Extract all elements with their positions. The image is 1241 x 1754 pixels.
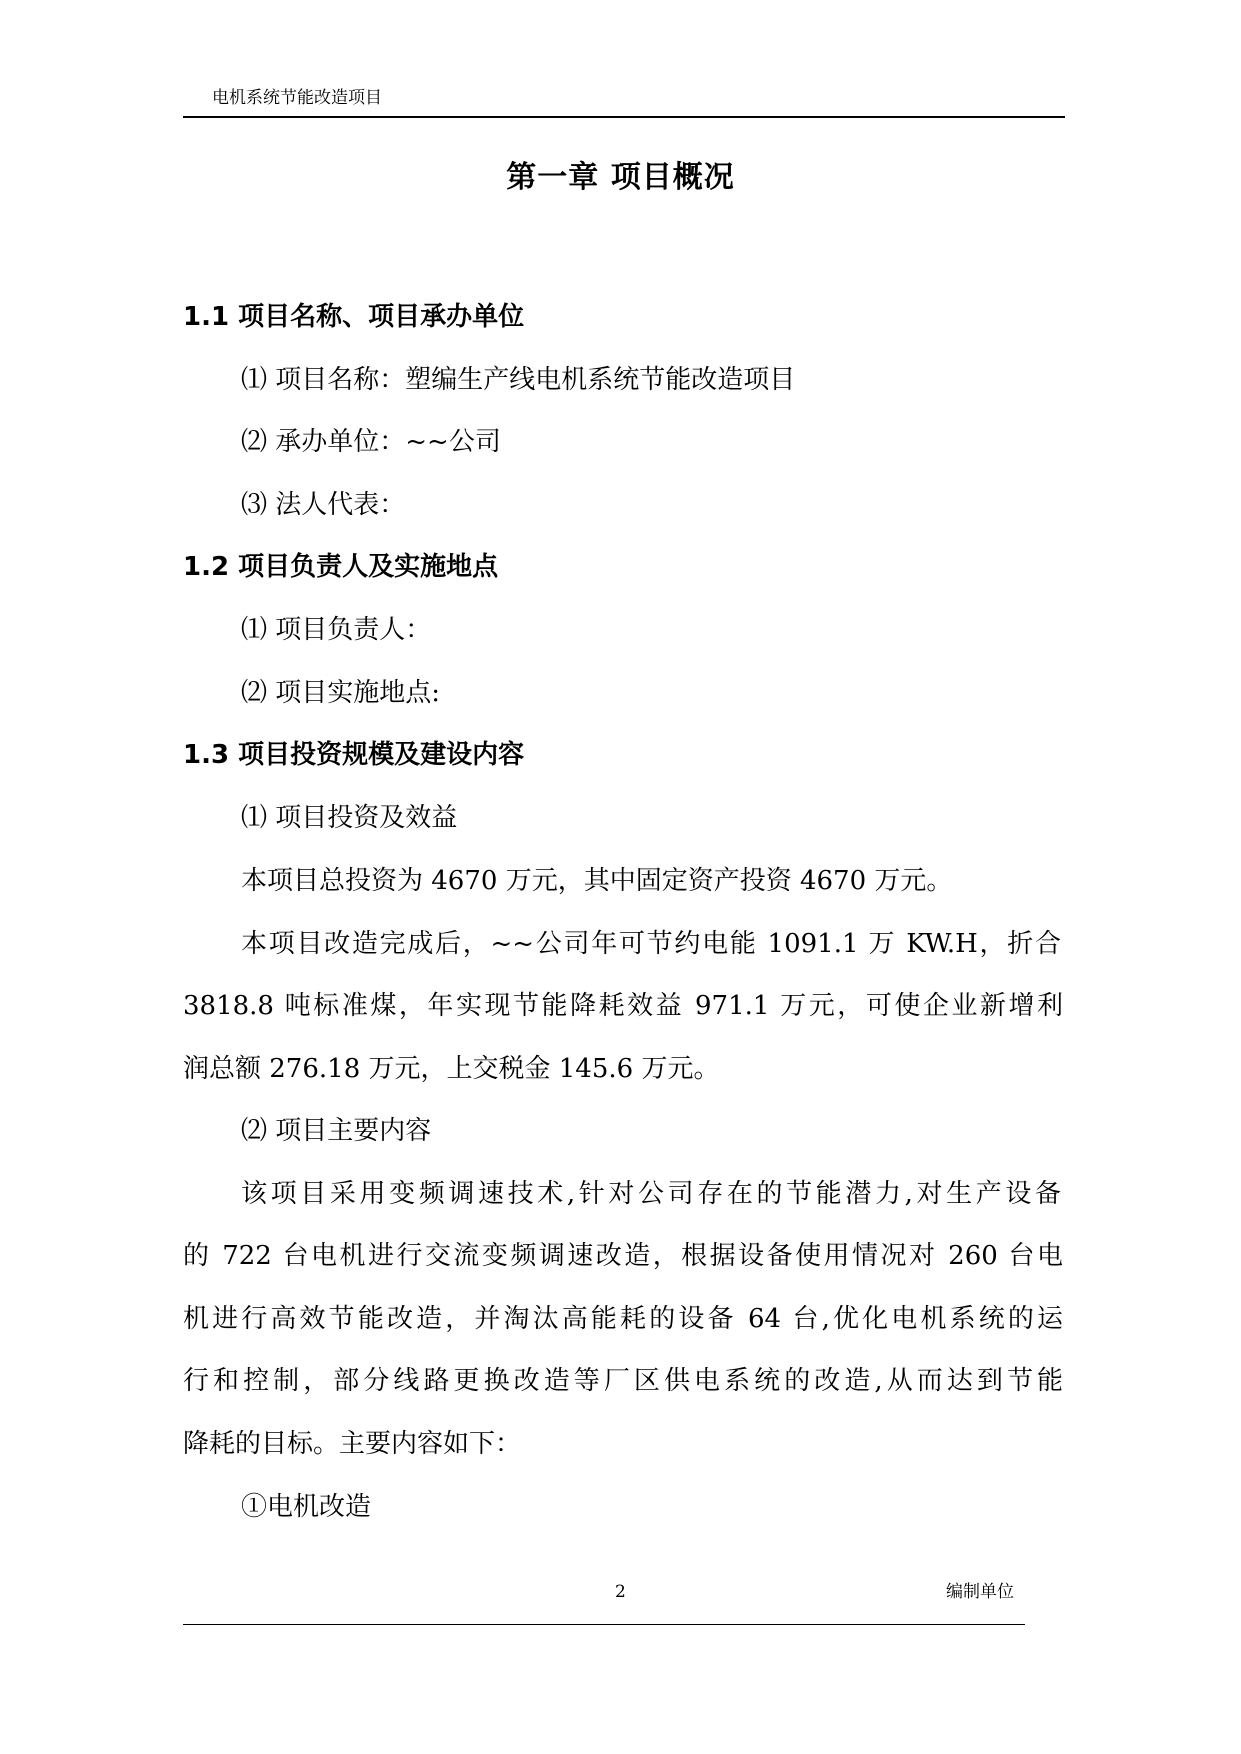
list-item-legal-rep: ⑶ 法人代表： (241, 490, 406, 520)
paragraph-content-line-3: 机进行高效节能改造，并淘汰高能耗的设备 64 台,优化电机系统的运 (183, 1304, 1063, 1334)
paragraph-content-line-2: 的 722 台电机进行交流变频调速改造，根据设备使用情况对 260 台电 (183, 1241, 1063, 1271)
paragraph-content-line-4: 行和控制，部分线路更换改造等厂区供电系统的改造,从而达到节能 (183, 1366, 1063, 1396)
section-heading-1-1: 1.1 项目名称、项目承办单位 (183, 302, 525, 332)
list-item-project-site: ⑵ 项目实施地点: (241, 678, 441, 708)
paragraph-benefit-line-1: 本项目改造完成后，~~公司年可节约电能 1091.1 万 KW.H，折合 (241, 929, 1061, 959)
footer-rule (183, 1624, 1025, 1625)
list-item-motor-retrofit: ①电机改造 (241, 1492, 372, 1522)
paragraph-benefit-line-3: 润总额 276.18 万元，上交税金 145.6 万元。 (183, 1054, 720, 1084)
chapter-title: 第一章 项目概况 (506, 160, 735, 195)
list-item-project-lead: ⑴ 项目负责人： (241, 615, 432, 645)
header-rule (183, 116, 1065, 118)
paragraph-content-line-1: 该项目采用变频调速技术,针对公司存在的节能潜力,对生产设备 (241, 1179, 1061, 1209)
running-header: 电机系统节能改造项目 (212, 88, 382, 108)
list-item-project-name: ⑴ 项目名称：塑编生产线电机系统节能改造项目 (241, 365, 796, 395)
paragraph-benefit-line-2: 3818.8 吨标准煤，年实现节能降耗效益 971.1 万元，可使企业新增利 (183, 991, 1063, 1021)
paragraph-investment: 本项目总投资为 4670 万元，其中固定资产投资 4670 万元。 (241, 866, 953, 896)
page-number: 2 (615, 1582, 626, 1602)
section-heading-1-3: 1.3 项目投资规模及建设内容 (183, 740, 525, 770)
subheading-main-content: ⑵ 项目主要内容 (241, 1116, 432, 1146)
paragraph-content-line-5: 降耗的目标。主要内容如下： (183, 1429, 522, 1459)
subheading-investment: ⑴ 项目投资及效益 (241, 803, 458, 833)
section-heading-1-2: 1.2 项目负责人及实施地点 (183, 552, 499, 582)
footer-unit: 编制单位 (946, 1582, 1014, 1602)
list-item-organizer: ⑵ 承办单位：~~公司 (241, 427, 501, 457)
